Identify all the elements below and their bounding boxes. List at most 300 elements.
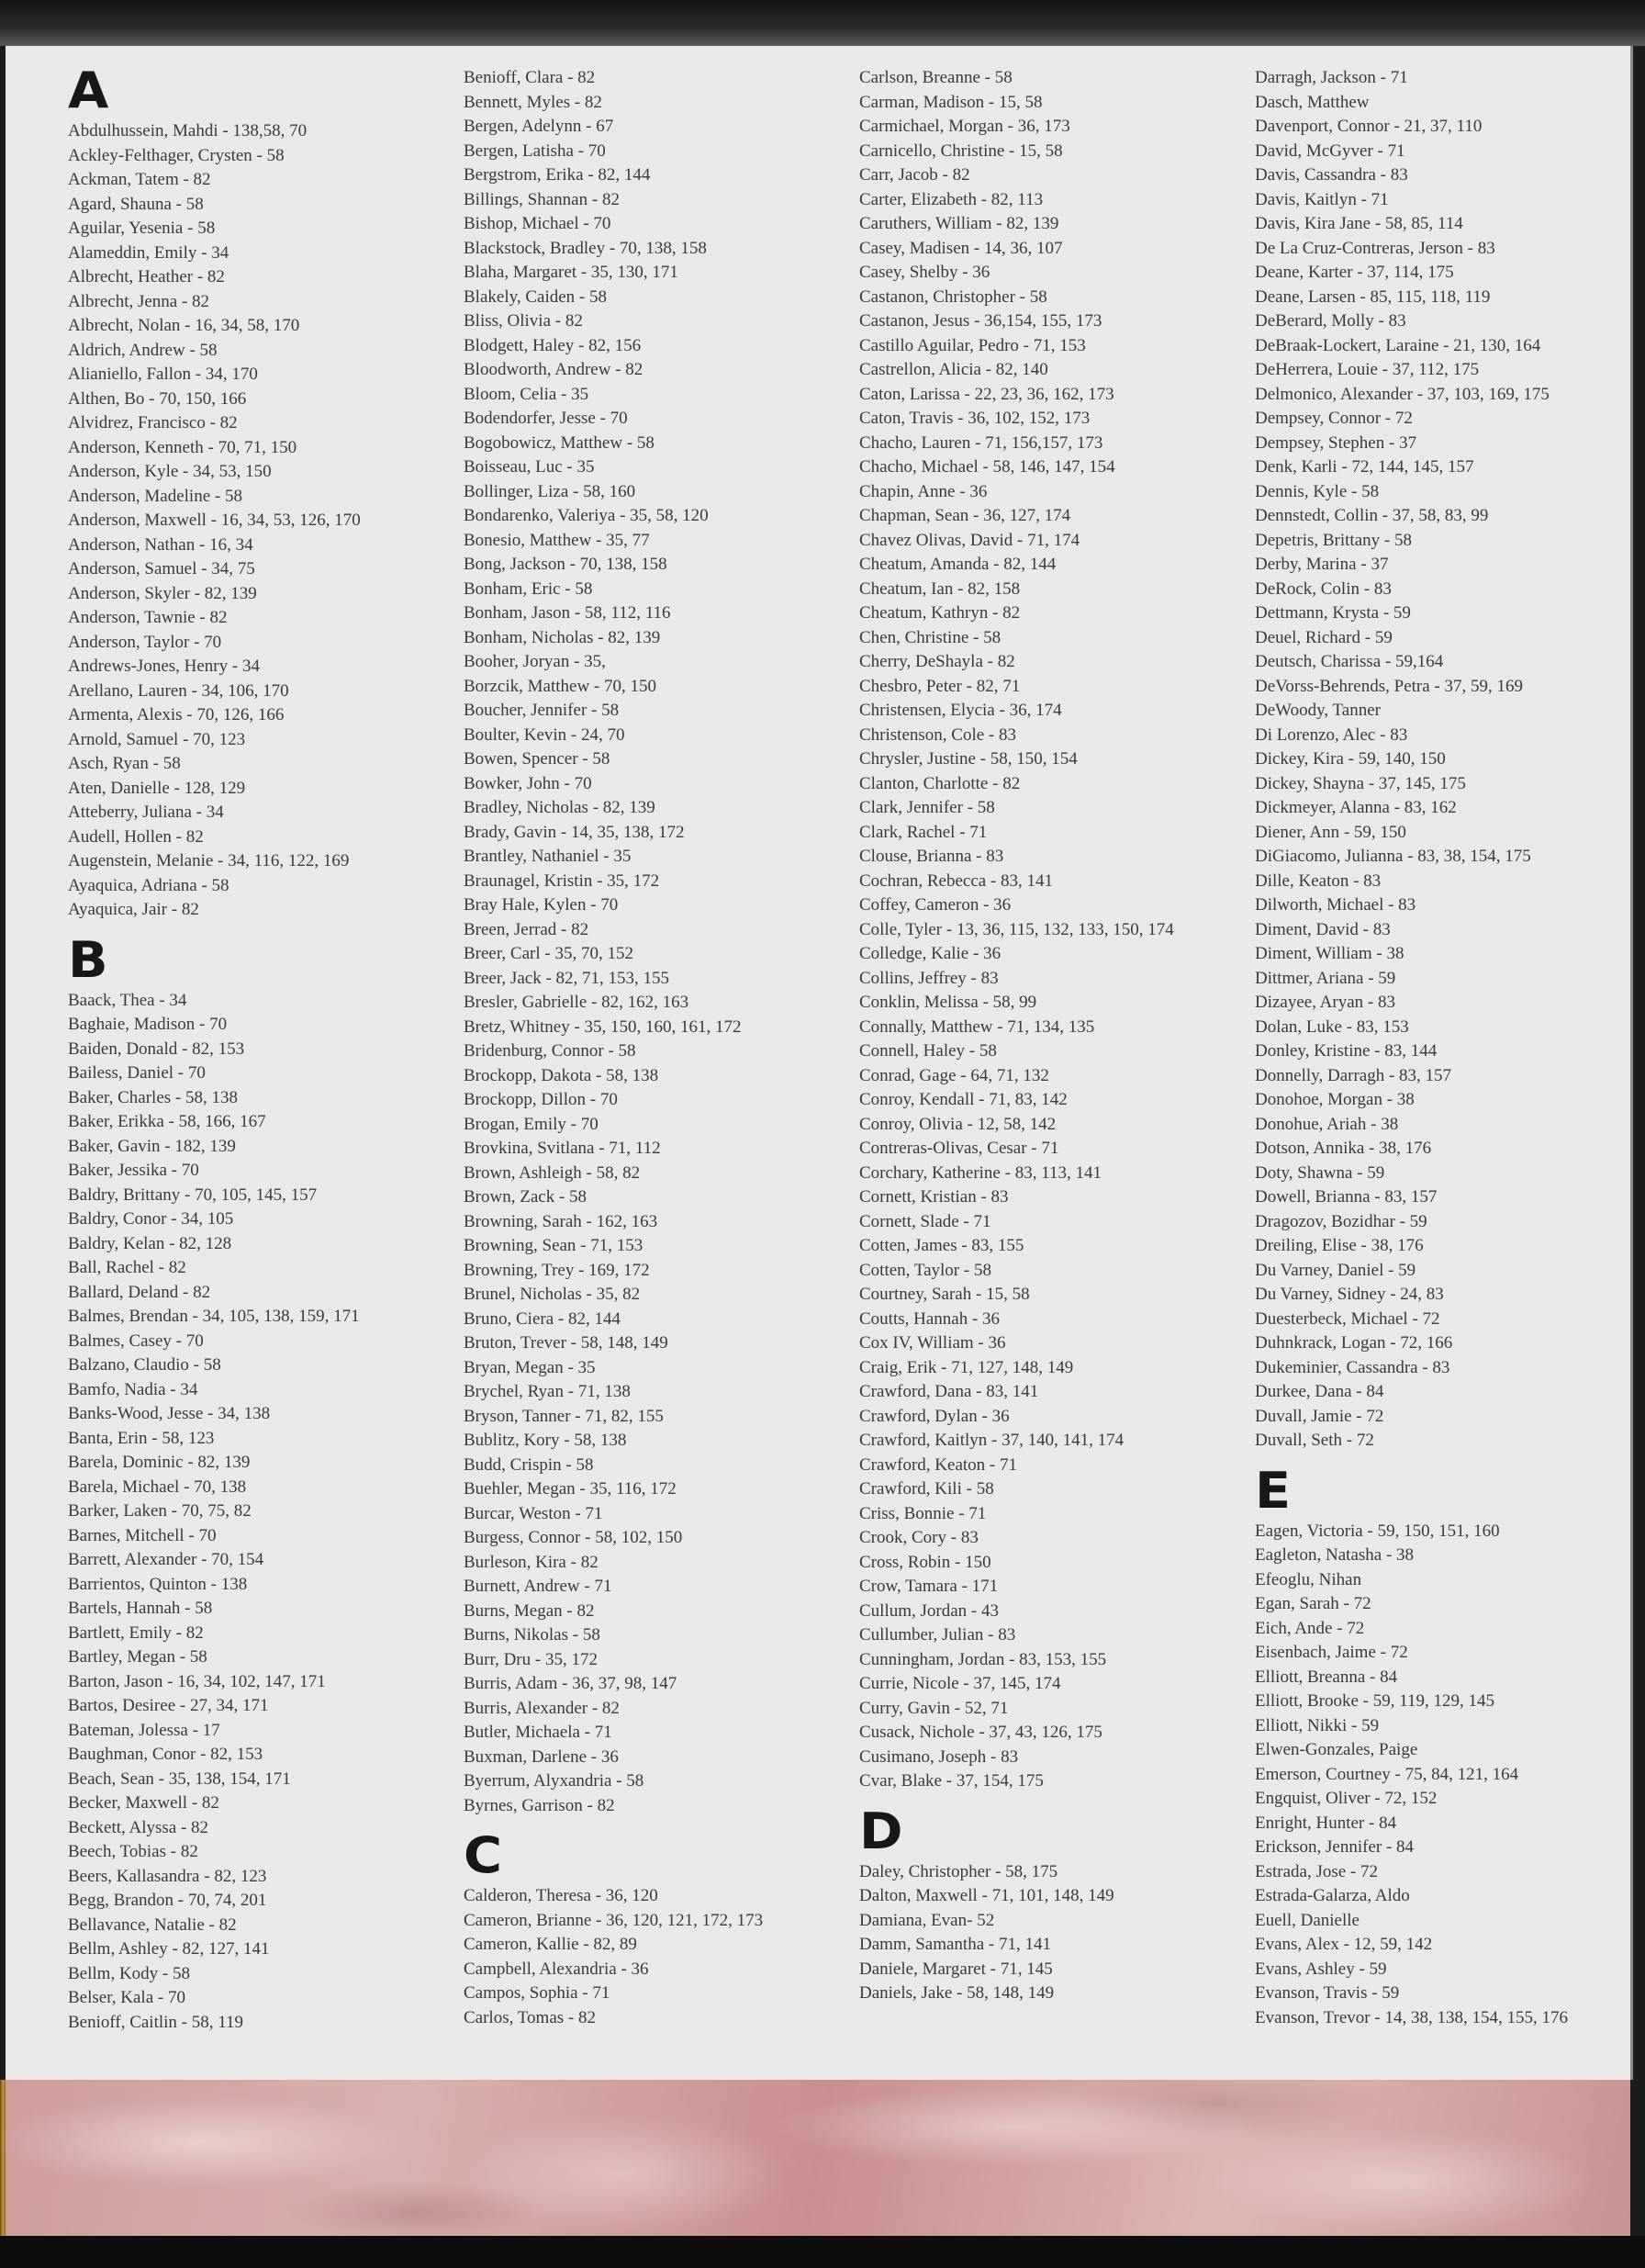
- index-entry: Crawford, Dana - 83, 141: [859, 1382, 1039, 1401]
- index-entry: DeHerrera, Louie - 37, 112, 175: [1255, 360, 1480, 379]
- index-entry: Alameddin, Emily - 34: [68, 242, 229, 263]
- index-entry: Benioff, Clara - 82: [464, 68, 596, 87]
- index-entry: Albrecht, Jenna - 82: [68, 291, 210, 311]
- index-entry: Dreiling, Elise - 38, 176: [1255, 1236, 1424, 1255]
- index-entry: Caton, Larissa - 22, 23, 36, 162, 173: [859, 384, 1114, 404]
- index-entry: Burris, Alexander - 82: [464, 1698, 620, 1718]
- index-entry: Clark, Jennifer - 58: [859, 798, 995, 817]
- index-entry: Dittmer, Ariana - 59: [1255, 968, 1396, 988]
- index-entry: Duvall, Jamie - 72: [1255, 1406, 1384, 1426]
- index-entry: Du Varney, Sidney - 24, 83: [1255, 1285, 1444, 1304]
- index-entry: Erickson, Jennifer - 84: [1255, 1837, 1415, 1857]
- index-entry: Bondarenko, Valeriya - 35, 58, 120: [464, 506, 709, 525]
- index-entry: Blakely, Caiden - 58: [464, 286, 608, 307]
- index-entry: Aten, Danielle - 128, 129: [68, 778, 246, 798]
- index-entry: Crawford, Dylan - 36: [859, 1406, 1010, 1426]
- index-entry: Delmonico, Alexander - 37, 103, 169, 175: [1255, 384, 1550, 404]
- index-entry: Balmes, Brendan - 34, 105, 138, 159, 171: [68, 1307, 360, 1326]
- index-entry: Barrett, Alexander - 70, 154: [68, 1550, 264, 1569]
- index-entry: Baghaie, Madison - 70: [68, 1015, 228, 1034]
- index-entry: Billings, Shannan - 82: [464, 189, 620, 209]
- index-entry: Brogan, Emily - 70: [464, 1114, 599, 1134]
- index-entry: Carman, Madison - 15, 58: [859, 92, 1043, 112]
- section-letter: D: [859, 1802, 901, 1860]
- index-entry: Di Lorenzo, Alec - 83: [1255, 724, 1408, 745]
- index-entry: Evanson, Travis - 59: [1255, 1983, 1400, 2003]
- index-entry: Agard, Shauna - 58: [68, 194, 204, 214]
- index-entry: Carter, Elizabeth - 82, 113: [859, 189, 1044, 209]
- index-entry: Baker, Jessika - 70: [68, 1161, 199, 1180]
- index-entry: Baiden, Donald - 82, 153: [68, 1039, 245, 1059]
- index-entry: Criss, Bonnie - 71: [859, 1503, 987, 1523]
- index-entry: Beckett, Alyssa - 82: [68, 1817, 209, 1837]
- index-entry: Castillo Aguilar, Pedro - 71, 153: [859, 335, 1086, 355]
- index-entry: DeVorss-Behrends, Petra - 37, 59, 169: [1255, 676, 1523, 696]
- index-entry: Dowell, Brianna - 83, 157: [1255, 1187, 1438, 1207]
- index-entry: Crook, Cory - 83: [859, 1528, 979, 1547]
- index-entry: Cusimano, Joseph - 83: [859, 1746, 1019, 1767]
- index-entry: Atteberry, Juliana - 34: [68, 803, 224, 822]
- section-letter: C: [464, 1826, 500, 1884]
- index-entry: Barton, Jason - 16, 34, 102, 147, 171: [68, 1671, 326, 1691]
- index-entry: Brady, Gavin - 14, 35, 138, 172: [464, 822, 685, 842]
- index-entry: Blaha, Margaret - 35, 130, 171: [464, 263, 678, 282]
- index-entry: Bartos, Desiree - 27, 34, 171: [68, 1696, 269, 1715]
- index-entry: Cameron, Brianne - 36, 120, 121, 172, 173: [464, 1910, 764, 1930]
- index-entry: Daley, Christopher - 58, 175: [859, 1861, 1058, 1881]
- index-entry: Du Varney, Daniel - 59: [1255, 1260, 1416, 1280]
- index-entry: Efeoglu, Nihan: [1255, 1569, 1362, 1589]
- index-entry: Chavez Olivas, David - 71, 174: [859, 530, 1080, 550]
- index-entry: Bradley, Nicholas - 82, 139: [464, 798, 655, 817]
- index-entry: Bateman, Jolessa - 17: [68, 1720, 220, 1740]
- index-entry: Bailess, Daniel - 70: [68, 1063, 206, 1083]
- index-entry: Benioff, Caitlin - 58, 119: [68, 2012, 244, 2032]
- index-entry: Dickey, Kira - 59, 140, 150: [1255, 749, 1446, 769]
- index-entry: Byrnes, Garrison - 82: [464, 1795, 615, 1815]
- index-entry: Durkee, Dana - 84: [1255, 1382, 1384, 1401]
- index-entry: Diment, David - 83: [1255, 919, 1391, 939]
- index-entry: Collins, Jeffrey - 83: [859, 968, 999, 988]
- index-entry: Anderson, Kyle - 34, 53, 150: [68, 462, 272, 481]
- index-entry: Brown, Ashleigh - 58, 82: [464, 1162, 641, 1183]
- index-entry: Brockopp, Dakota - 58, 138: [464, 1065, 659, 1085]
- index-entry: Connally, Matthew - 71, 134, 135: [859, 1016, 1095, 1037]
- index-entry: Belser, Kala - 70: [68, 1988, 185, 2007]
- index-entry: Booher, Joryan - 35,: [464, 652, 606, 671]
- index-entry: Campos, Sophia - 71: [464, 1983, 610, 2003]
- index-entry: Caruthers, William - 82, 139: [859, 214, 1059, 233]
- index-entry: Blodgett, Haley - 82, 156: [464, 335, 642, 355]
- index-entry: Bruno, Ciera - 82, 144: [464, 1308, 621, 1329]
- index-entry: Burns, Megan - 82: [464, 1600, 595, 1621]
- index-entry: Colledge, Kalie - 36: [859, 944, 1002, 963]
- index-entry: Augenstein, Melanie - 34, 116, 122, 169: [68, 851, 350, 870]
- index-entry: Donley, Kristine - 83, 144: [1255, 1041, 1438, 1061]
- index-entry: Anderson, Nathan - 16, 34: [68, 534, 253, 555]
- index-entry: Engquist, Oliver - 72, 152: [1255, 1789, 1438, 1808]
- index-entry: Deutsch, Charissa - 59,164: [1255, 652, 1444, 671]
- index-entry: Browning, Sean - 71, 153: [464, 1236, 643, 1255]
- index-entry: Aguilar, Yesenia - 58: [68, 219, 216, 238]
- index-columns: [68, 66, 1619, 2082]
- index-entry: Barela, Dominic - 82, 139: [68, 1453, 251, 1472]
- index-entry: Duesterbeck, Michael - 72: [1255, 1308, 1440, 1329]
- index-entry: Diener, Ann - 59, 150: [1255, 822, 1406, 842]
- index-entry: Dilworth, Michael - 83: [1255, 895, 1416, 915]
- index-entry: Burcar, Weston - 71: [464, 1503, 603, 1523]
- index-entry: Anderson, Maxwell - 16, 34, 53, 126, 170: [68, 511, 361, 530]
- index-entry: Albrecht, Nolan - 16, 34, 58, 170: [68, 316, 300, 335]
- index-entry: Baldry, Brittany - 70, 105, 145, 157: [68, 1185, 318, 1205]
- index-entry: Brovkina, Svitlana - 71, 112: [464, 1139, 661, 1158]
- index-entry: Anderson, Madeline - 58: [68, 486, 242, 506]
- index-entry: Barrientos, Quinton - 138: [68, 1574, 248, 1594]
- index-entry: Eisenbach, Jaime - 72: [1255, 1643, 1408, 1662]
- index-entry: Bray Hale, Kylen - 70: [464, 895, 619, 915]
- index-entry: Chacho, Lauren - 71, 156,157, 173: [859, 432, 1103, 453]
- index-entry: DiGiacomo, Julianna - 83, 38, 154, 175: [1255, 847, 1531, 866]
- index-entry: Brockopp, Dillon - 70: [464, 1090, 618, 1109]
- index-entry: Colle, Tyler - 13, 36, 115, 132, 133, 150, 174: [859, 919, 1174, 939]
- index-entry: Bong, Jackson - 70, 138, 158: [464, 555, 667, 574]
- index-entry: Dotson, Annika - 38, 176: [1255, 1139, 1432, 1158]
- index-entry: Abdulhussein, Mahdi - 138,58, 70: [68, 121, 308, 140]
- index-entry: Dille, Keaton - 83: [1255, 870, 1382, 891]
- index-entry: Donnelly, Darragh - 83, 157: [1255, 1065, 1452, 1085]
- index-entry: Bryan, Megan - 35: [464, 1357, 596, 1377]
- index-entry: Bublitz, Kory - 58, 138: [464, 1431, 627, 1450]
- index-entry: Boulter, Kevin - 24, 70: [464, 724, 625, 745]
- index-entry: Albrecht, Heather - 82: [68, 267, 225, 286]
- index-entry: Dettmann, Krysta - 59: [1255, 603, 1411, 623]
- index-column-4: [1255, 66, 1645, 2082]
- index-entry: Cotten, James - 83, 155: [859, 1236, 1024, 1255]
- index-entry: Darragh, Jackson - 71: [1255, 68, 1408, 87]
- index-entry: Brychel, Ryan - 71, 138: [464, 1382, 631, 1401]
- index-entry: Bollinger, Liza - 58, 160: [464, 481, 636, 501]
- index-entry: Ball, Rachel - 82: [68, 1258, 186, 1277]
- index-entry: Bruton, Trever - 58, 148, 149: [464, 1333, 668, 1353]
- index-entry: Andrews-Jones, Henry - 34: [68, 657, 260, 676]
- index-entry: Burr, Dru - 35, 172: [464, 1649, 598, 1669]
- index-entry: Bamfo, Nadia - 34: [68, 1379, 198, 1399]
- index-column-1: [68, 66, 464, 2082]
- index-entry: Beers, Kallasandra - 82, 123: [68, 1866, 267, 1886]
- index-entry: Curry, Gavin - 52, 71: [859, 1698, 1009, 1718]
- index-entry: David, McGyver - 71: [1255, 140, 1405, 161]
- index-entry: Banks-Wood, Jesse - 34, 138: [68, 1404, 271, 1423]
- index-entry: Anderson, Tawnie - 82: [68, 608, 228, 627]
- index-entry: Elliott, Nikki - 59: [1255, 1715, 1380, 1735]
- index-entry: Emerson, Courtney - 75, 84, 121, 164: [1255, 1764, 1519, 1784]
- index-entry: Evans, Ashley - 59: [1255, 1959, 1387, 1979]
- index-entry: Althen, Bo - 70, 150, 166: [68, 388, 247, 409]
- index-entry: Dennstedt, Collin - 37, 58, 83, 99: [1255, 506, 1489, 525]
- index-entry: Doty, Shawna - 59: [1255, 1162, 1385, 1183]
- index-entry: Calderon, Theresa - 36, 120: [464, 1886, 658, 1905]
- index-entry: Burnett, Andrew - 71: [464, 1577, 612, 1596]
- index-entry: Browning, Sarah - 162, 163: [464, 1211, 658, 1231]
- index-entry: Ackley-Felthager, Crysten - 58: [68, 145, 285, 165]
- index-entry: Bergen, Adelynn - 67: [464, 117, 614, 136]
- index-entry: Dickmeyer, Alanna - 83, 162: [1255, 798, 1457, 817]
- index-entry: Cullum, Jordan - 43: [859, 1600, 999, 1621]
- index-entry: Bliss, Olivia - 82: [464, 311, 583, 331]
- section-letter: A: [68, 66, 107, 119]
- index-entry: Anderson, Taylor - 70: [68, 632, 222, 652]
- index-entry: Crawford, Kaitlyn - 37, 140, 141, 174: [859, 1431, 1125, 1450]
- index-entry: Breer, Jack - 82, 71, 153, 155: [464, 968, 670, 988]
- index-entry: Chapman, Sean - 36, 127, 174: [859, 506, 1071, 525]
- index-entry: Campbell, Alexandria - 36: [464, 1959, 649, 1979]
- index-entry: Corchary, Katherine - 83, 113, 141: [859, 1162, 1102, 1183]
- index-entry: Dasch, Matthew: [1255, 92, 1370, 112]
- index-entry: Enright, Hunter - 84: [1255, 1813, 1397, 1833]
- index-entry: Bridenburg, Connor - 58: [464, 1041, 636, 1061]
- index-entry: Alvidrez, Francisco - 82: [68, 413, 238, 432]
- index-entry: Bowker, John - 70: [464, 773, 592, 793]
- index-entry: Bennett, Myles - 82: [464, 92, 602, 112]
- index-entry: Bloom, Celia - 35: [464, 384, 589, 404]
- index-entry: Bonham, Jason - 58, 112, 116: [464, 603, 671, 623]
- index-entry: Conroy, Kendall - 71, 83, 142: [859, 1090, 1068, 1109]
- index-entry: Deane, Larsen - 85, 115, 118, 119: [1255, 286, 1491, 307]
- index-entry: Conroy, Olivia - 12, 58, 142: [859, 1114, 1057, 1134]
- index-entry: Bartlett, Emily - 82: [68, 1622, 204, 1643]
- index-entry: Anderson, Samuel - 34, 75: [68, 559, 255, 578]
- index-entry: Coffey, Cameron - 36: [859, 895, 1012, 915]
- index-entry: Arellano, Lauren - 34, 106, 170: [68, 680, 289, 701]
- index-entry: Baldry, Kelan - 82, 128: [68, 1233, 232, 1253]
- index-entry: Cusack, Nichole - 37, 43, 126, 175: [859, 1723, 1102, 1742]
- index-entry: Bowen, Spencer - 58: [464, 749, 610, 769]
- index-entry: Eagleton, Natasha - 38: [1255, 1545, 1415, 1565]
- index-entry: Banta, Erin - 58, 123: [68, 1428, 215, 1448]
- index-entry: Beach, Sean - 35, 138, 154, 171: [68, 1768, 291, 1789]
- index-entry: Chen, Christine - 58: [859, 627, 1002, 647]
- index-entry: Casey, Madisen - 14, 36, 107: [859, 238, 1063, 258]
- index-entry: Bretz, Whitney - 35, 150, 160, 161, 172: [464, 1016, 742, 1037]
- index-entry: Diment, William - 38: [1255, 944, 1404, 963]
- index-entry: DeWoody, Tanner: [1255, 701, 1381, 720]
- index-entry: Armenta, Alexis - 70, 126, 166: [68, 705, 285, 724]
- index-entry: Duvall, Seth - 72: [1255, 1431, 1374, 1450]
- index-entry: Dragozov, Bozidhar - 59: [1255, 1211, 1427, 1231]
- index-entry: Brown, Zack - 58: [464, 1187, 588, 1207]
- index-entry: Barela, Michael - 70, 138: [68, 1476, 247, 1497]
- index-entry: Baughman, Conor - 82, 153: [68, 1745, 263, 1764]
- index-entry: Evanson, Trevor - 14, 38, 138, 154, 155, 176: [1255, 2007, 1568, 2027]
- index-entry: Connell, Haley - 58: [859, 1041, 997, 1061]
- index-entry: Elwen-Gonzales, Paige: [1255, 1740, 1418, 1759]
- index-entry: Crawford, Kili - 58: [859, 1479, 994, 1499]
- index-entry: Bonham, Nicholas - 82, 139: [464, 627, 661, 647]
- index-entry: Chesbro, Peter - 82, 71: [859, 676, 1021, 696]
- index-entry: Contreras-Olivas, Cesar - 71: [859, 1139, 1059, 1158]
- index-entry: Christensen, Elycia - 36, 174: [859, 701, 1062, 720]
- index-entry: Breer, Carl - 35, 70, 152: [464, 944, 633, 963]
- index-entry: Cochran, Rebecca - 83, 141: [859, 870, 1054, 891]
- index-entry: Bishop, Michael - 70: [464, 214, 611, 233]
- index-entry: Daniele, Margaret - 71, 145: [859, 1959, 1053, 1979]
- index-entry: Cheatum, Amanda - 82, 144: [859, 555, 1057, 574]
- index-entry: Barker, Laken - 70, 75, 82: [68, 1501, 252, 1521]
- index-entry: Asch, Ryan - 58: [68, 754, 181, 773]
- index-entry: Carmichael, Morgan - 36, 173: [859, 117, 1070, 136]
- index-entry: Ayaquica, Jair - 82: [68, 900, 199, 919]
- index-entry: Bogobowicz, Matthew - 58: [464, 432, 655, 453]
- index-entry: Buehler, Megan - 35, 116, 172: [464, 1479, 677, 1499]
- index-entry: Damm, Samantha - 71, 141: [859, 1935, 1051, 1954]
- index-entry: Damiana, Evan- 52: [859, 1910, 995, 1930]
- scan-top-edge: [0, 0, 1645, 46]
- index-entry: Cox IV, William - 36: [859, 1333, 1006, 1353]
- index-entry: Davenport, Connor - 21, 37, 110: [1255, 117, 1483, 136]
- index-entry: Currie, Nicole - 37, 145, 174: [859, 1674, 1061, 1693]
- index-entry: Evans, Alex - 12, 59, 142: [1255, 1935, 1433, 1954]
- index-entry: Anderson, Kenneth - 70, 71, 150: [68, 437, 297, 457]
- index-entry: Bodendorfer, Jesse - 70: [464, 409, 628, 428]
- index-entry: Bartley, Megan - 58: [68, 1647, 207, 1667]
- index-entry: Burleson, Kira - 82: [464, 1552, 599, 1572]
- index-entry: Breen, Jerrad - 82: [464, 919, 589, 939]
- index-entry: Cheatum, Ian - 82, 158: [859, 578, 1021, 599]
- index-entry: Baldry, Conor - 34, 105: [68, 1209, 234, 1229]
- index-entry: Duhnkrack, Logan - 72, 166: [1255, 1333, 1453, 1353]
- index-entry: Egan, Sarah - 72: [1255, 1594, 1371, 1613]
- index-entry: Barnes, Mitchell - 70: [68, 1525, 217, 1545]
- index-entry: Ballard, Deland - 82: [68, 1282, 211, 1302]
- index-entry: Castrellon, Alicia - 82, 140: [859, 360, 1048, 379]
- index-entry: Denk, Karli - 72, 144, 145, 157: [1255, 457, 1474, 477]
- index-entry: Clark, Rachel - 71: [859, 822, 988, 842]
- index-entry: Cameron, Kallie - 82, 89: [464, 1935, 637, 1954]
- index-entry: Braunagel, Kristin - 35, 172: [464, 870, 660, 891]
- index-entry: Daniels, Jake - 58, 148, 149: [859, 1983, 1055, 2003]
- index-entry: Carlson, Breanne - 58: [859, 68, 1013, 87]
- index-entry: Baker, Gavin - 182, 139: [68, 1136, 236, 1156]
- index-entry: Buxman, Darlene - 36: [464, 1746, 619, 1767]
- index-entry: Chapin, Anne - 36: [859, 481, 988, 501]
- scan-bottom-edge: [0, 2236, 1645, 2268]
- index-entry: Beech, Tobias - 82: [68, 1842, 198, 1861]
- index-entry: Cross, Robin - 150: [859, 1552, 991, 1572]
- index-entry: Dempsey, Connor - 72: [1255, 409, 1413, 428]
- index-entry: Carlos, Tomas - 82: [464, 2007, 596, 2027]
- index-entry: Blackstock, Bradley - 70, 138, 158: [464, 238, 707, 258]
- index-entry: Ayaquica, Adriana - 58: [68, 875, 229, 895]
- index-entry: Eich, Ande - 72: [1255, 1618, 1365, 1638]
- index-entry: Conklin, Melissa - 58, 99: [859, 993, 1037, 1012]
- section-letter: E: [1255, 1461, 1289, 1520]
- index-entry: Davis, Cassandra - 83: [1255, 165, 1408, 185]
- index-entry: Elliott, Breanna - 84: [1255, 1667, 1398, 1687]
- index-entry: Boisseau, Luc - 35: [464, 457, 595, 477]
- index-entry: Dickey, Shayna - 37, 145, 175: [1255, 773, 1466, 793]
- index-entry: Budd, Crispin - 58: [464, 1454, 594, 1475]
- index-entry: Burgess, Connor - 58, 102, 150: [464, 1528, 683, 1547]
- index-entry: DeBerard, Molly - 83: [1255, 311, 1406, 331]
- index-entry: Dizayee, Aryan - 83: [1255, 993, 1395, 1012]
- index-entry: DeRock, Colin - 83: [1255, 578, 1392, 599]
- index-entry: Cheatum, Kathryn - 82: [859, 603, 1021, 623]
- index-entry: Browning, Trey - 169, 172: [464, 1260, 650, 1280]
- index-entry: Byerrum, Alyxandria - 58: [464, 1771, 644, 1791]
- index-entry: Aldrich, Andrew - 58: [68, 340, 218, 360]
- index-entry: Burris, Adam - 36, 37, 98, 147: [464, 1674, 677, 1693]
- index-entry: DeBraak-Lockert, Laraine - 21, 130, 164: [1255, 335, 1541, 355]
- index-entry: Boucher, Jennifer - 58: [464, 701, 620, 720]
- index-entry: Ackman, Tatem - 82: [68, 170, 211, 189]
- index-entry: Begg, Brandon - 70, 74, 201: [68, 1891, 267, 1910]
- index-entry: Alianiello, Fallon - 34, 170: [68, 365, 258, 384]
- index-entry: Balmes, Casey - 70: [68, 1330, 204, 1351]
- index-entry: Brantley, Nathaniel - 35: [464, 847, 632, 866]
- index-entry: Estrada, Jose - 72: [1255, 1861, 1379, 1881]
- index-entry: Bergstrom, Erika - 82, 144: [464, 165, 651, 185]
- index-entry: Bellavance, Natalie - 82: [68, 1914, 237, 1935]
- index-entry: Castanon, Christopher - 58: [859, 286, 1047, 307]
- index-entry: Christenson, Cole - 83: [859, 724, 1016, 745]
- index-entry: Cotten, Taylor - 58: [859, 1260, 991, 1280]
- index-entry: Baker, Charles - 58, 138: [68, 1087, 238, 1107]
- index-entry: Cornett, Kristian - 83: [859, 1187, 1009, 1207]
- index-entry: Depetris, Brittany - 58: [1255, 530, 1412, 550]
- index-entry: Carnicello, Christine - 15, 58: [859, 140, 1063, 161]
- index-entry: Dolan, Luke - 83, 153: [1255, 1016, 1409, 1037]
- index-entry: Deane, Karter - 37, 114, 175: [1255, 263, 1454, 282]
- index-entry: Crawford, Keaton - 71: [859, 1454, 1018, 1475]
- index-entry: Craig, Erik - 71, 127, 148, 149: [859, 1357, 1074, 1377]
- index-entry: Audell, Hollen - 82: [68, 826, 204, 847]
- index-entry: Bellm, Ashley - 82, 127, 141: [68, 1939, 270, 1959]
- index-entry: Clouse, Brianna - 83: [859, 847, 1004, 866]
- index-entry: Balzano, Claudio - 58: [68, 1355, 221, 1375]
- index-entry: Anderson, Skyler - 82, 139: [68, 583, 257, 603]
- index-entry: Bonham, Eric - 58: [464, 578, 593, 599]
- index-entry: Dennis, Kyle - 58: [1255, 481, 1380, 501]
- index-entry: Bellm, Kody - 58: [68, 1963, 190, 1983]
- index-entry: Chrysler, Justine - 58, 150, 154: [859, 749, 1078, 769]
- index-entry: Bryson, Tanner - 71, 82, 155: [464, 1406, 664, 1426]
- index-entry: Elliott, Brooke - 59, 119, 129, 145: [1255, 1691, 1495, 1711]
- index-entry: Davis, Kaitlyn - 71: [1255, 189, 1389, 209]
- index-entry: Dalton, Maxwell - 71, 101, 148, 149: [859, 1886, 1114, 1905]
- index-entry: Dempsey, Stephen - 37: [1255, 432, 1417, 453]
- index-entry: Chacho, Michael - 58, 146, 147, 154: [859, 457, 1115, 477]
- index-entry: Bresler, Gabrielle - 82, 162, 163: [464, 993, 689, 1012]
- index-entry: Cherry, DeShayla - 82: [859, 652, 1015, 671]
- index-entry: De La Cruz-Contreras, Jerson - 83: [1255, 238, 1495, 258]
- index-entry: Arnold, Samuel - 70, 123: [68, 729, 246, 749]
- index-entry: Dukeminier, Cassandra - 83: [1255, 1357, 1450, 1377]
- index-entry: Brunel, Nicholas - 35, 82: [464, 1285, 641, 1304]
- index-entry: Borzcik, Matthew - 70, 150: [464, 676, 657, 696]
- index-entry: Donohoe, Morgan - 38: [1255, 1090, 1415, 1109]
- index-entry: Euell, Danielle: [1255, 1910, 1360, 1930]
- index-entry: Baack, Thea - 34: [68, 990, 187, 1010]
- index-entry: Bonesio, Matthew - 35, 77: [464, 530, 650, 550]
- index-entry: Cornett, Slade - 71: [859, 1211, 991, 1231]
- index-entry: Caton, Travis - 36, 102, 152, 173: [859, 409, 1091, 428]
- section-letter: B: [68, 930, 106, 989]
- index-entry: Bartels, Hannah - 58: [68, 1599, 213, 1618]
- index-entry: Eagen, Victoria - 59, 150, 151, 160: [1255, 1521, 1500, 1541]
- index-entry: Baker, Erikka - 58, 166, 167: [68, 1112, 266, 1131]
- index-entry: Donohue, Ariah - 38: [1255, 1114, 1399, 1134]
- index-entry: Bloodworth, Andrew - 82: [464, 360, 643, 379]
